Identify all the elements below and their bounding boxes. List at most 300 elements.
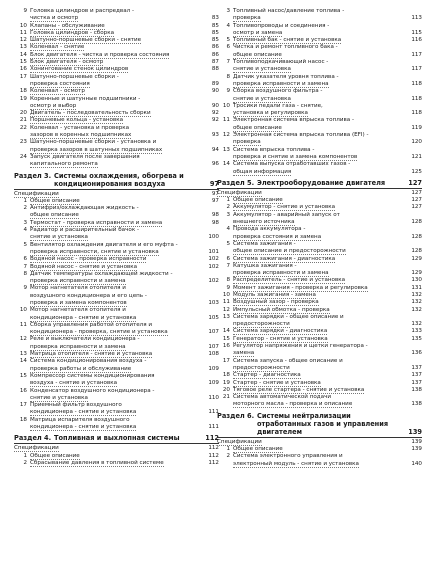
entry-text: Коренные и шатунные подшипники - bbox=[30, 95, 141, 102]
entry-text: Мотор нагнетателя отопителя и bbox=[30, 307, 126, 314]
page-number: 120 bbox=[409, 139, 422, 146]
toc-entry bbox=[14, 424, 219, 431]
toc-entry bbox=[14, 336, 219, 343]
page-number: 128 bbox=[409, 219, 422, 226]
entry-text: Система зажигания - диагностика bbox=[233, 255, 336, 262]
toc-entry bbox=[14, 212, 219, 219]
toc-entry bbox=[14, 242, 219, 249]
page-number: 118 bbox=[409, 96, 422, 103]
entry-number: 10 bbox=[19, 22, 27, 29]
entry-text: Головка цилиндров и распредвал - bbox=[30, 8, 135, 14]
toc-entry bbox=[217, 263, 422, 270]
section-number: Раздел 6. bbox=[217, 411, 255, 420]
entry-text: Водяной насос - проверка исправности bbox=[30, 256, 147, 263]
page-number: 112 bbox=[206, 445, 219, 452]
page-number: 139 bbox=[409, 446, 422, 453]
toc-entry bbox=[217, 139, 422, 146]
entry-text: Спецификации bbox=[217, 438, 262, 445]
page-number: 83 bbox=[206, 15, 219, 22]
entry-text: Воздушный зазор - проверка bbox=[233, 299, 319, 306]
entry-text: Спецификации bbox=[14, 445, 59, 452]
toc-entry bbox=[14, 139, 219, 146]
toc-entry bbox=[14, 373, 219, 380]
entry-number: 3 bbox=[226, 211, 230, 218]
entry-number: 1 bbox=[226, 197, 230, 204]
page-number: 109 bbox=[206, 380, 219, 387]
entry-text: Топливный бак - снятие и установка bbox=[233, 37, 342, 44]
entry-text: Антифриз/охлаждающая жидкость - bbox=[30, 205, 139, 212]
page-number: 132 bbox=[409, 292, 422, 299]
section-number: Раздел 4. bbox=[14, 434, 52, 443]
entry-text: Сборка управления работой отопителя и bbox=[30, 321, 153, 328]
toc-entry bbox=[14, 125, 219, 132]
entry-number: 21 bbox=[19, 117, 27, 124]
entry-text: проверка и замена компонентов bbox=[30, 299, 127, 306]
entry-text: Блок двигателя - осмотр bbox=[30, 59, 104, 66]
toc-entry bbox=[217, 219, 422, 226]
toc-entry bbox=[14, 329, 219, 336]
entry-number: 17 bbox=[222, 357, 230, 364]
toc-entry bbox=[217, 132, 422, 139]
entry-number: 8 bbox=[23, 270, 27, 277]
entry-text: Тяговое реле стартера - снятие и установка bbox=[233, 386, 365, 393]
entry-text: Момент зажигания - проверка и регулировка bbox=[233, 284, 368, 291]
toc-entry bbox=[14, 110, 219, 117]
entry-number: 4 bbox=[226, 22, 230, 29]
page-number: 90 bbox=[206, 88, 219, 95]
toc-entry bbox=[14, 147, 219, 154]
entry-text: Общее описание bbox=[233, 197, 283, 204]
toc-entry bbox=[217, 74, 422, 81]
entry-number: 16 bbox=[19, 66, 27, 73]
entry-number: 14 bbox=[222, 328, 230, 335]
entry-text: Шатунно-поршневые сборки - снятие bbox=[30, 37, 142, 44]
toc-entry bbox=[217, 321, 422, 328]
page-number: 132 bbox=[409, 321, 422, 328]
entry-text: Коленвал - осмотр bbox=[30, 88, 85, 95]
toc-entry bbox=[14, 249, 219, 256]
entry-number: 19 bbox=[19, 95, 27, 102]
entry-text: осмотр и выбор bbox=[30, 102, 77, 109]
entry-text: проверка исправности и замена bbox=[233, 80, 329, 87]
entry-text: Система электронного управления и bbox=[233, 453, 343, 460]
page-number: 102 bbox=[206, 278, 219, 285]
page-number: 131 bbox=[409, 285, 422, 292]
page-number: 98 bbox=[206, 220, 219, 227]
page-number: 90 bbox=[206, 103, 219, 110]
entry-text: снятие и установка bbox=[233, 95, 291, 102]
entry-number: 9 bbox=[23, 8, 27, 14]
entry-number: 10 bbox=[222, 102, 230, 109]
entry-text: Аккумулятор - аварийный запуск от bbox=[233, 211, 340, 218]
toc-entry bbox=[217, 365, 422, 372]
toc-entry bbox=[14, 96, 219, 103]
entry-text: проверка bbox=[233, 15, 261, 22]
entry-text: Термостат - проверка исправности и замена bbox=[30, 219, 163, 226]
toc-entry bbox=[14, 52, 219, 59]
entry-number: 7 bbox=[226, 59, 230, 66]
entry-text: проверка исправности, снятие и установка bbox=[30, 248, 159, 255]
toc-entry bbox=[14, 402, 219, 409]
entry-text: Система запуска - общее описание и bbox=[233, 357, 343, 364]
entry-text: Спецификации bbox=[217, 189, 262, 196]
entry-text: Датчик температуры охлаждающей жидкости - bbox=[30, 270, 173, 277]
entry-number: 21 bbox=[222, 394, 230, 401]
toc-entry bbox=[217, 248, 422, 255]
page-number: 135 bbox=[409, 336, 422, 343]
entry-number: 20 bbox=[19, 110, 27, 117]
toc-entry bbox=[217, 336, 422, 343]
entry-number: 14 bbox=[19, 51, 27, 58]
entry-number: 19 bbox=[222, 379, 230, 386]
toc-entry bbox=[14, 271, 219, 278]
toc-entry bbox=[14, 453, 219, 460]
entry-text: Распределитель - снятие и установка bbox=[233, 277, 346, 284]
entry-text: Чистка и ремонт топливного бака - bbox=[233, 44, 338, 51]
entry-text: моторного масла - проверка и описание bbox=[233, 401, 353, 408]
entry-number: 2 bbox=[23, 205, 27, 212]
entry-number: 16 bbox=[222, 343, 230, 350]
entry-text: Клапаны - обслуживание bbox=[30, 22, 105, 29]
entry-text: кондиционера - снятие и установка bbox=[30, 409, 137, 416]
page-number: 136 bbox=[409, 350, 422, 357]
entry-text: предосторожности bbox=[233, 321, 290, 328]
entry-text: проверка исправности и замена bbox=[233, 270, 329, 277]
toc-entry bbox=[14, 198, 219, 205]
toc-entry bbox=[217, 277, 422, 284]
toc-entry bbox=[217, 52, 422, 59]
entry-text: замена bbox=[233, 350, 255, 357]
entry-text: проверка зазоров в шатунных подшипниках bbox=[30, 146, 163, 153]
entry-text: капитального ремонта bbox=[30, 161, 98, 168]
page-number: 117 bbox=[409, 66, 422, 73]
entry-number: 8 bbox=[226, 73, 230, 80]
entry-text: Провода аккумулятора - bbox=[233, 226, 306, 233]
entry-number: 6 bbox=[226, 255, 230, 262]
entry-text: Хонингование стенок цилиндров bbox=[30, 66, 129, 73]
entry-text: Двигатель - последовательность сборки bbox=[30, 110, 151, 117]
page-number: 112 bbox=[206, 453, 219, 460]
page-number: 85 bbox=[206, 37, 219, 44]
entry-text: снятие и установка bbox=[30, 394, 88, 401]
toc-entry bbox=[14, 44, 219, 51]
page-number: 102 bbox=[206, 256, 219, 263]
entry-text: Конденсатор воздушного кондиционера - bbox=[30, 387, 155, 394]
page-number: 107 bbox=[206, 329, 219, 336]
page-number: 127 bbox=[408, 178, 422, 187]
toc-entry bbox=[217, 66, 422, 73]
toc-entry bbox=[217, 147, 422, 154]
toc-entry bbox=[217, 453, 422, 460]
page-number: 100 bbox=[206, 234, 219, 241]
entry-number: 13 bbox=[19, 44, 27, 51]
page-number: 86 bbox=[206, 44, 219, 51]
page-number: 97 bbox=[209, 179, 219, 188]
entry-number: 1 bbox=[23, 197, 27, 204]
entry-text: Система выпуска отработавших газов - bbox=[233, 161, 351, 168]
entry-text: проверка исправности и замена bbox=[30, 278, 126, 285]
page-number: 103 bbox=[206, 300, 219, 307]
entry-number: 11 bbox=[19, 321, 27, 328]
toc-entry bbox=[14, 366, 219, 373]
entry-text: Общее описание bbox=[30, 197, 80, 204]
toc-entry bbox=[217, 446, 422, 453]
entry-text: Электронная система впрыска топлива - bbox=[233, 117, 354, 124]
toc-entry bbox=[14, 103, 219, 110]
toc-entry bbox=[217, 204, 422, 211]
entry-number: 15 bbox=[19, 59, 27, 66]
toc-entry bbox=[217, 299, 422, 306]
page-number: 88 bbox=[206, 66, 219, 73]
entry-number: 12 bbox=[19, 336, 27, 343]
entry-text: Система зажигания - bbox=[233, 240, 296, 247]
page-number: 112 bbox=[205, 434, 219, 443]
entry-number: 15 bbox=[19, 372, 27, 379]
toc-entry bbox=[217, 81, 422, 88]
toc-entry bbox=[217, 169, 422, 176]
page-number: 92 bbox=[206, 117, 219, 124]
toc-entry bbox=[217, 117, 422, 124]
entry-text: кондиционера - снятие и установка bbox=[30, 424, 137, 431]
toc-entry bbox=[217, 394, 422, 401]
page-number: 111 bbox=[206, 424, 219, 431]
entry-text: Топливный насос/давление топлива - bbox=[233, 8, 345, 14]
toc-entry-specifications bbox=[217, 190, 422, 197]
page-number: 108 bbox=[206, 351, 219, 358]
page-number: 119 bbox=[409, 125, 422, 132]
toc-entry bbox=[14, 409, 219, 416]
toc-entry bbox=[217, 307, 422, 314]
page-number: 128 bbox=[409, 234, 422, 241]
entry-text: Спецификации bbox=[14, 190, 59, 197]
entry-text: Генератор - снятие и установка bbox=[233, 335, 328, 342]
entry-text: Система автоматической подачи bbox=[233, 394, 332, 401]
toc-entry bbox=[217, 241, 422, 248]
entry-text: Датчик указателя уровня топлива - bbox=[233, 73, 339, 80]
toc-entry bbox=[217, 23, 422, 30]
page-number: 127 bbox=[409, 190, 422, 197]
entry-text: Система кондиционирования воздуха - bbox=[30, 358, 147, 365]
entry-text: Шатунно-поршневые сборки - bbox=[30, 73, 119, 80]
page-number: 127 bbox=[409, 204, 422, 211]
entry-text: Катушка зажигания - bbox=[233, 262, 297, 269]
page-number: 110 bbox=[206, 395, 219, 402]
entry-text: проверка состояния bbox=[30, 80, 90, 87]
entry-number: 13 bbox=[222, 313, 230, 320]
entry-text: Поршневые кольца - установка bbox=[30, 117, 124, 124]
entry-text: снятие и установка bbox=[30, 234, 88, 241]
entry-number: 12 bbox=[19, 37, 27, 44]
toc-entry bbox=[217, 270, 422, 277]
toc-entry bbox=[14, 322, 219, 329]
toc-entry bbox=[217, 212, 422, 219]
toc-entry-specifications bbox=[217, 439, 422, 446]
toc-column-left bbox=[14, 8, 219, 467]
toc-entry bbox=[217, 154, 422, 161]
entry-text: Электронная система впрыска топлива (EFI) - bbox=[233, 132, 369, 139]
toc-entry bbox=[217, 96, 422, 103]
toc-entry bbox=[217, 358, 422, 365]
page-number: 109 bbox=[206, 366, 219, 373]
entry-text: Матрица испарителя воздушного bbox=[30, 416, 130, 423]
toc-entry-specifications bbox=[14, 445, 219, 452]
toc-entry bbox=[217, 8, 422, 15]
toc-entry bbox=[14, 256, 219, 263]
toc-entry bbox=[217, 292, 422, 299]
entry-number: 22 bbox=[19, 124, 27, 131]
entry-text: проверка и снятие и замена компонентов bbox=[233, 153, 358, 160]
page-number: 127 bbox=[409, 197, 422, 204]
toc-entry bbox=[217, 285, 422, 292]
page-number: 86 bbox=[206, 52, 219, 59]
entry-text: Импульсный обмотка - проверка bbox=[233, 306, 330, 313]
page-number: 132 bbox=[409, 299, 422, 306]
toc-entry bbox=[14, 8, 219, 15]
page-number: 101 bbox=[206, 249, 219, 256]
entry-number: 1 bbox=[226, 446, 230, 453]
toc-entry bbox=[217, 387, 422, 394]
entry-text: общая информация bbox=[233, 168, 292, 175]
toc-column-right bbox=[217, 8, 422, 468]
entry-text: Регулятор напряжения и щетки генератора - bbox=[233, 343, 368, 350]
entry-text: снятие и установка bbox=[233, 66, 291, 73]
entry-text: проверка работы и обслуживание bbox=[30, 365, 132, 372]
section-heading bbox=[217, 412, 422, 438]
toc-entry bbox=[14, 88, 219, 95]
entry-text: кондиционера - проверка, снятие и установка bbox=[30, 329, 168, 336]
entry-text: Компрессор системы кондиционирования bbox=[30, 372, 155, 379]
toc-entry bbox=[217, 256, 422, 263]
entry-text: воздуха - снятие и установка bbox=[30, 380, 118, 387]
page-number: 128 bbox=[409, 248, 422, 255]
entry-number: 12 bbox=[222, 306, 230, 313]
toc-entry bbox=[14, 460, 219, 467]
page-number: 138 bbox=[409, 387, 422, 394]
entry-number: 10 bbox=[222, 291, 230, 298]
toc-entry bbox=[217, 226, 422, 233]
entry-text: Приемный фильтр воздушного bbox=[30, 402, 122, 409]
entry-text: Система зарядки - диагностика bbox=[233, 328, 328, 335]
toc-entry bbox=[217, 372, 422, 379]
entry-number: 18 bbox=[222, 372, 230, 379]
toc-entry bbox=[217, 350, 422, 357]
entry-number: 15 bbox=[222, 335, 230, 342]
entry-text: Вентилятор охлаждения двигателя и его муфта - bbox=[30, 241, 178, 248]
entry-text: Радиатор и расширительный бачок - bbox=[30, 227, 139, 234]
entry-number: 1 bbox=[23, 452, 27, 459]
toc-entry bbox=[217, 30, 422, 37]
section-heading bbox=[14, 172, 219, 190]
toc-entry bbox=[14, 315, 219, 322]
section-heading bbox=[14, 434, 219, 444]
entry-text: Стартер - снятие и установка bbox=[233, 379, 321, 386]
toc-entry bbox=[217, 15, 422, 22]
toc-entry bbox=[14, 388, 219, 395]
entry-number: 24 bbox=[19, 153, 27, 160]
page-number: 121 bbox=[409, 154, 422, 161]
entry-number: 13 bbox=[222, 146, 230, 153]
toc-entry bbox=[217, 110, 422, 117]
entry-text: проверка bbox=[233, 139, 261, 146]
toc-entry bbox=[217, 197, 422, 204]
toc-entry bbox=[14, 220, 219, 227]
toc-entry bbox=[14, 15, 219, 22]
toc-entry bbox=[217, 401, 422, 408]
toc-entry bbox=[14, 161, 219, 168]
toc-entry bbox=[14, 417, 219, 424]
page-number: 139 bbox=[408, 427, 422, 436]
toc-entry bbox=[217, 328, 422, 335]
entry-text: общее описание bbox=[233, 124, 282, 131]
entry-number: 14 bbox=[222, 161, 230, 168]
page-number: 89 bbox=[206, 81, 219, 88]
entry-number: 9 bbox=[226, 88, 230, 95]
entry-number: 7 bbox=[226, 262, 230, 269]
toc-entry bbox=[14, 30, 219, 37]
entry-number: 17 bbox=[19, 402, 27, 409]
entry-text: Модуль зажигания - замена bbox=[233, 291, 316, 298]
entry-number: 4 bbox=[23, 227, 27, 234]
section-title: Топливная и выхлопная системы bbox=[54, 434, 180, 443]
entry-text: общее описание bbox=[30, 212, 79, 219]
toc-entry bbox=[14, 358, 219, 365]
entry-number: 11 bbox=[19, 29, 27, 36]
page-number: 137 bbox=[409, 365, 422, 372]
entry-text: Водяной насос - снятие и установка bbox=[30, 263, 138, 270]
entry-text: электронный модуль - снятие и установка bbox=[233, 460, 359, 467]
toc-entry bbox=[14, 395, 219, 402]
entry-number: 6 bbox=[23, 256, 27, 263]
toc-entry bbox=[14, 380, 219, 387]
entry-text: общее описание и предосторожности bbox=[233, 248, 346, 255]
toc-entry bbox=[14, 23, 219, 30]
page-number: 97 bbox=[206, 191, 219, 198]
toc-entry bbox=[14, 37, 219, 44]
entry-text: Аккумулятор - снятие и установка bbox=[233, 204, 336, 211]
toc-entry bbox=[217, 343, 422, 350]
page-number: 97 bbox=[206, 198, 219, 205]
page-number: 96 bbox=[206, 161, 219, 168]
section-heading bbox=[217, 179, 422, 189]
page-number: 116 bbox=[409, 37, 422, 44]
entry-text: Система зарядки - общее описание и bbox=[233, 313, 344, 320]
entry-number: 11 bbox=[222, 117, 230, 124]
entry-text: предосторожности bbox=[233, 364, 290, 371]
page-number: 140 bbox=[409, 461, 422, 468]
page-number: 94 bbox=[206, 147, 219, 154]
entry-number: 23 bbox=[19, 139, 27, 146]
entry-text: Общее описание bbox=[233, 446, 283, 453]
section-title: Системы охлаждения, обогрева и кондиционирования воздуха bbox=[54, 171, 184, 188]
entry-text: внешнего источника bbox=[233, 219, 295, 226]
entry-text: Коленвал - снятие bbox=[30, 44, 85, 51]
entry-text: Тросики педали газа - снятие, bbox=[233, 102, 323, 109]
entry-number: 7 bbox=[23, 263, 27, 270]
entry-number: 18 bbox=[19, 88, 27, 95]
page-number: 92 bbox=[206, 110, 219, 117]
entry-number: 11 bbox=[222, 299, 230, 306]
entry-text: Общее описание bbox=[30, 452, 80, 459]
entry-number: 6 bbox=[226, 44, 230, 51]
toc-entry bbox=[14, 132, 219, 139]
entry-text: Сбрасывание давления в топливной системе bbox=[30, 459, 164, 466]
toc-entry bbox=[217, 59, 422, 66]
entry-text: Головка цилиндров - сборка bbox=[30, 29, 115, 36]
toc-entry bbox=[14, 59, 219, 66]
entry-text: Топливоподкачивающий насос - bbox=[233, 59, 329, 66]
entry-number: 2 bbox=[226, 204, 230, 211]
entry-number: 2 bbox=[226, 453, 230, 460]
